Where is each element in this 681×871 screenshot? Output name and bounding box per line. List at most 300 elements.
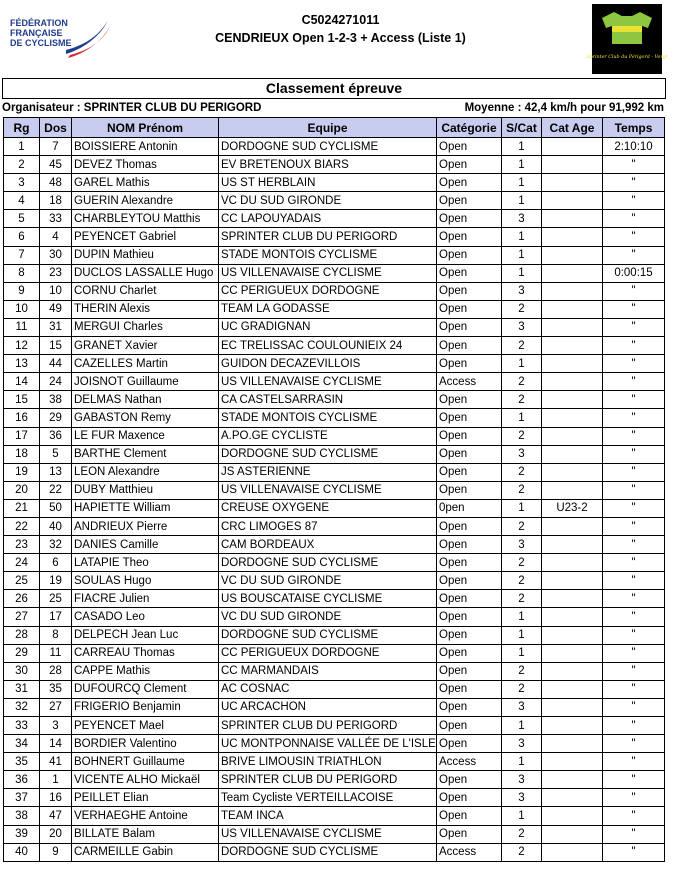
cell-age-category <box>542 228 603 246</box>
federation-logo-line1: FÉDÉRATION <box>10 18 68 28</box>
cell-team: CC LAPOUYADAIS <box>219 210 437 228</box>
cell-category: 0pen <box>437 499 502 517</box>
cell-team: US VILLENAVAISE CYCLISME <box>219 373 437 391</box>
cell-category: Open <box>437 264 502 282</box>
cell-subcategory: 2 <box>502 391 542 409</box>
cell-category: Open <box>437 282 502 300</box>
cell-subcategory: 3 <box>502 210 542 228</box>
cell-rider-name: CHARBLEYTOU Matthis <box>72 210 219 228</box>
cell-time: " <box>603 463 665 481</box>
cell-category: Open <box>437 698 502 716</box>
table-row <box>4 698 665 716</box>
table-row <box>4 771 665 789</box>
cell-team: UC GRADIGNAN <box>219 318 437 336</box>
federation-logo-line2: FRANÇAISE <box>10 28 63 38</box>
cell-bib: 38 <box>40 391 72 409</box>
table-row <box>4 536 665 554</box>
cell-age-category <box>542 210 603 228</box>
cell-age-category <box>542 843 603 861</box>
cell-bib: 44 <box>40 355 72 373</box>
cell-subcategory: 1 <box>502 608 542 626</box>
cell-subcategory: 2 <box>502 825 542 843</box>
cell-rank: 19 <box>4 463 40 481</box>
cell-age-category <box>542 156 603 174</box>
cell-team: STADE MONTOIS CYCLISME <box>219 409 437 427</box>
cell-rider-name: VERHAEGHE Antoine <box>72 807 219 825</box>
table-row <box>4 717 665 735</box>
cell-bib: 9 <box>40 843 72 861</box>
cell-age-category <box>542 626 603 644</box>
cell-subcategory: 1 <box>502 807 542 825</box>
cell-rank: 22 <box>4 517 40 535</box>
table-row <box>4 246 665 264</box>
cell-bib: 24 <box>40 373 72 391</box>
table-row <box>4 228 665 246</box>
table-row <box>4 626 665 644</box>
cell-rank: 28 <box>4 626 40 644</box>
cell-subcategory: 1 <box>502 156 542 174</box>
cell-subcategory: 1 <box>502 644 542 662</box>
cell-category: Open <box>437 662 502 680</box>
cell-subcategory: 2 <box>502 481 542 499</box>
cell-rank: 29 <box>4 644 40 662</box>
cell-bib: 28 <box>40 662 72 680</box>
col-time: Temps <box>603 118 665 138</box>
cell-rider-name: GAREL Mathis <box>72 174 219 192</box>
cell-rider-name: CAPPE Mathis <box>72 662 219 680</box>
cell-rank: 20 <box>4 481 40 499</box>
cell-bib: 29 <box>40 409 72 427</box>
cell-team: CA CASTELSARRASIN <box>219 391 437 409</box>
cell-bib: 22 <box>40 481 72 499</box>
cell-rank: 31 <box>4 680 40 698</box>
cell-bib: 11 <box>40 644 72 662</box>
col-bib: Dos <box>40 118 72 138</box>
cell-time: " <box>603 771 665 789</box>
cell-age-category <box>542 246 603 264</box>
cell-age-category <box>542 427 603 445</box>
cell-rank: 33 <box>4 717 40 735</box>
table-row <box>4 138 665 156</box>
cell-age-category <box>542 282 603 300</box>
cell-category: Open <box>437 608 502 626</box>
table-row <box>4 264 665 282</box>
cell-age-category: U23-2 <box>542 499 603 517</box>
cell-bib: 33 <box>40 210 72 228</box>
cell-rider-name: CASADO Leo <box>72 608 219 626</box>
cell-age-category <box>542 264 603 282</box>
cell-category: Open <box>437 427 502 445</box>
table-row <box>4 445 665 463</box>
cell-age-category <box>542 590 603 608</box>
cell-time: " <box>603 717 665 735</box>
cell-category: Access <box>437 753 502 771</box>
cell-team: EC TRELISSAC COULOUNIEIX 24 <box>219 337 437 355</box>
cell-rider-name: DELPECH Jean Luc <box>72 626 219 644</box>
cell-rider-name: GABASTON Remy <box>72 409 219 427</box>
cell-bib: 17 <box>40 608 72 626</box>
cell-age-category <box>542 662 603 680</box>
col-category: Catégorie <box>437 118 502 138</box>
results-body <box>4 138 665 862</box>
table-row <box>4 517 665 535</box>
cell-team: DORDOGNE SUD CYCLISME <box>219 843 437 861</box>
cell-time: " <box>603 228 665 246</box>
cell-bib: 18 <box>40 192 72 210</box>
cell-subcategory: 3 <box>502 735 542 753</box>
club-logo <box>586 4 668 74</box>
cell-rank: 40 <box>4 843 40 861</box>
cell-team: VC DU SUD GIRONDE <box>219 572 437 590</box>
cell-age-category <box>542 735 603 753</box>
cell-rank: 18 <box>4 445 40 463</box>
cell-category: Open <box>437 156 502 174</box>
cell-subcategory: 2 <box>502 843 542 861</box>
cell-category: Open <box>437 572 502 590</box>
table-row <box>4 807 665 825</box>
cell-bib: 48 <box>40 174 72 192</box>
cell-subcategory: 2 <box>502 463 542 481</box>
cell-rank: 32 <box>4 698 40 716</box>
cell-rank: 25 <box>4 572 40 590</box>
cell-subcategory: 3 <box>502 698 542 716</box>
cell-team: US VILLENAVAISE CYCLISME <box>219 264 437 282</box>
cell-subcategory: 1 <box>502 753 542 771</box>
event-code: C5024271011 <box>301 13 380 27</box>
cell-age-category <box>542 138 603 156</box>
table-row <box>4 192 665 210</box>
results-header-row <box>4 118 665 138</box>
cell-subcategory: 1 <box>502 138 542 156</box>
cell-rank: 26 <box>4 590 40 608</box>
cell-bib: 6 <box>40 554 72 572</box>
cell-category: Open <box>437 318 502 336</box>
club-logo-text: Sprinter Club du Périgord - Vergt <box>586 55 668 60</box>
cell-subcategory: 3 <box>502 536 542 554</box>
cell-rider-name: BOISSIERE Antonin <box>72 138 219 156</box>
cell-age-category <box>542 481 603 499</box>
cell-rank: 8 <box>4 264 40 282</box>
table-row <box>4 843 665 861</box>
cell-time: " <box>603 156 665 174</box>
cell-category: Open <box>437 174 502 192</box>
cell-subcategory: 1 <box>502 246 542 264</box>
cell-bib: 45 <box>40 156 72 174</box>
cell-bib: 4 <box>40 228 72 246</box>
cell-team: TEAM LA GODASSE <box>219 300 437 318</box>
cell-time: " <box>603 698 665 716</box>
cell-time: " <box>603 590 665 608</box>
cell-subcategory: 2 <box>502 572 542 590</box>
cell-time: " <box>603 210 665 228</box>
cell-time: " <box>603 246 665 264</box>
cell-subcategory: 1 <box>502 192 542 210</box>
cell-subcategory: 2 <box>502 590 542 608</box>
cell-age-category <box>542 391 603 409</box>
cell-bib: 10 <box>40 282 72 300</box>
cell-time: " <box>603 572 665 590</box>
cell-subcategory: 2 <box>502 300 542 318</box>
cell-category: Open <box>437 445 502 463</box>
cell-age-category <box>542 463 603 481</box>
table-row <box>4 825 665 843</box>
cell-subcategory: 1 <box>502 174 542 192</box>
cell-age-category <box>542 644 603 662</box>
cell-team: STADE MONTOIS CYCLISME <box>219 246 437 264</box>
cell-team: JS ASTERIENNE <box>219 463 437 481</box>
cell-time: " <box>603 409 665 427</box>
cell-age-category <box>542 174 603 192</box>
cell-rider-name: PEYENCET Mael <box>72 717 219 735</box>
table-row <box>4 644 665 662</box>
cell-bib: 3 <box>40 717 72 735</box>
table-row <box>4 174 665 192</box>
cell-time: " <box>603 626 665 644</box>
cell-time: " <box>603 391 665 409</box>
cell-bib: 1 <box>40 771 72 789</box>
col-name: NOM Prénom <box>72 118 219 138</box>
cell-bib: 30 <box>40 246 72 264</box>
table-row <box>4 608 665 626</box>
cell-category: Open <box>437 300 502 318</box>
cell-team: DORDOGNE SUD CYCLISME <box>219 138 437 156</box>
cell-category: Access <box>437 373 502 391</box>
cell-age-category <box>542 753 603 771</box>
cell-rider-name: BILLATE Balam <box>72 825 219 843</box>
cell-subcategory: 3 <box>502 282 542 300</box>
cell-rank: 2 <box>4 156 40 174</box>
cell-rider-name: MERGUI Charles <box>72 318 219 336</box>
cell-rider-name: GRANET Xavier <box>72 337 219 355</box>
cell-age-category <box>542 717 603 735</box>
cell-rider-name: LE FUR Maxence <box>72 427 219 445</box>
cell-category: Open <box>437 554 502 572</box>
cell-rider-name: CARREAU Thomas <box>72 644 219 662</box>
cell-rider-name: DUFOURCQ Clement <box>72 680 219 698</box>
cell-team: CC PERIGUEUX DORDOGNE <box>219 644 437 662</box>
table-row <box>4 427 665 445</box>
cell-rank: 17 <box>4 427 40 445</box>
cell-time: " <box>603 825 665 843</box>
table-row <box>4 662 665 680</box>
cell-team: US VILLENAVAISE CYCLISME <box>219 825 437 843</box>
cell-age-category <box>542 572 603 590</box>
cell-team: CAM BORDEAUX <box>219 536 437 554</box>
cell-team: SPRINTER CLUB DU PERIGORD <box>219 717 437 735</box>
cell-bib: 15 <box>40 337 72 355</box>
table-row <box>4 481 665 499</box>
col-age-category: Cat Age <box>542 118 603 138</box>
cell-rider-name: DELMAS Nathan <box>72 391 219 409</box>
cell-time: " <box>603 318 665 336</box>
cell-time: " <box>603 499 665 517</box>
cell-subcategory: 1 <box>502 626 542 644</box>
cell-time: " <box>603 843 665 861</box>
cell-rank: 11 <box>4 318 40 336</box>
cell-category: Open <box>437 644 502 662</box>
cell-category: Open <box>437 138 502 156</box>
cell-bib: 5 <box>40 445 72 463</box>
cell-rank: 13 <box>4 355 40 373</box>
cell-category: Open <box>437 337 502 355</box>
cell-subcategory: 3 <box>502 789 542 807</box>
cell-team: DORDOGNE SUD CYCLISME <box>219 554 437 572</box>
cell-subcategory: 1 <box>502 264 542 282</box>
cell-time: " <box>603 789 665 807</box>
cell-rank: 7 <box>4 246 40 264</box>
cell-age-category <box>542 807 603 825</box>
cell-rider-name: HAPIETTE William <box>72 499 219 517</box>
cell-team: EV BRETENOUX BIARS <box>219 156 437 174</box>
cell-time: " <box>603 481 665 499</box>
table-row <box>4 373 665 391</box>
cell-bib: 32 <box>40 536 72 554</box>
cell-team: US VILLENAVAISE CYCLISME <box>219 481 437 499</box>
cell-time: " <box>603 373 665 391</box>
cell-time: " <box>603 282 665 300</box>
cell-age-category <box>542 771 603 789</box>
cell-subcategory: 2 <box>502 680 542 698</box>
table-row <box>4 391 665 409</box>
cell-bib: 47 <box>40 807 72 825</box>
cell-time: " <box>603 753 665 771</box>
cell-rider-name: BARTHE Clement <box>72 445 219 463</box>
cell-subcategory: 1 <box>502 409 542 427</box>
cell-category: Open <box>437 789 502 807</box>
cell-rider-name: DANIES Camille <box>72 536 219 554</box>
cell-age-category <box>542 445 603 463</box>
info-line <box>2 100 666 116</box>
cell-rider-name: PEYENCET Gabriel <box>72 228 219 246</box>
table-row <box>4 499 665 517</box>
cell-team: Team Cycliste VERTEILLACOISE <box>219 789 437 807</box>
table-row <box>4 355 665 373</box>
table-row <box>4 300 665 318</box>
cell-rider-name: FRIGERIO Benjamin <box>72 698 219 716</box>
cell-category: Open <box>437 517 502 535</box>
table-row <box>4 735 665 753</box>
cell-team: SPRINTER CLUB DU PERIGORD <box>219 228 437 246</box>
cell-team: AC COSNAC <box>219 680 437 698</box>
cell-rider-name: ANDRIEUX Pierre <box>72 517 219 535</box>
cell-rank: 10 <box>4 300 40 318</box>
table-row <box>4 680 665 698</box>
cell-bib: 40 <box>40 517 72 535</box>
cell-bib: 20 <box>40 825 72 843</box>
cell-time: " <box>603 807 665 825</box>
table-row <box>4 463 665 481</box>
cell-subcategory: 2 <box>502 517 542 535</box>
cell-subcategory: 2 <box>502 662 542 680</box>
cell-bib: 16 <box>40 789 72 807</box>
cell-rank: 27 <box>4 608 40 626</box>
cell-rank: 30 <box>4 662 40 680</box>
organizer: Organisateur : SPRINTER CLUB DU PERIGORD <box>2 102 262 114</box>
cell-bib: 25 <box>40 590 72 608</box>
cell-age-category <box>542 698 603 716</box>
cell-time: " <box>603 174 665 192</box>
cell-time: " <box>603 680 665 698</box>
cell-age-category <box>542 789 603 807</box>
cell-team: BRIVE LIMOUSIN TRIATHLON <box>219 753 437 771</box>
cell-age-category <box>542 337 603 355</box>
cell-rider-name: GUERIN Alexandre <box>72 192 219 210</box>
cell-rider-name: DUCLOS LASSALLE Hugo <box>72 264 219 282</box>
cell-category: Open <box>437 825 502 843</box>
cell-bib: 41 <box>40 753 72 771</box>
cell-category: Open <box>437 409 502 427</box>
table-row <box>4 753 665 771</box>
cell-time: " <box>603 608 665 626</box>
results-table <box>3 117 665 862</box>
table-row <box>4 590 665 608</box>
cell-rank: 34 <box>4 735 40 753</box>
cell-subcategory: 1 <box>502 717 542 735</box>
cell-rider-name: JOISNOT Guillaume <box>72 373 219 391</box>
cell-category: Open <box>437 481 502 499</box>
cell-team: VC DU SUD GIRONDE <box>219 608 437 626</box>
cell-rider-name: BOHNERT Guillaume <box>72 753 219 771</box>
cell-rank: 4 <box>4 192 40 210</box>
cell-rider-name: FIACRE Julien <box>72 590 219 608</box>
cell-team: CREUSE OXYGENE <box>219 499 437 517</box>
cell-subcategory: 3 <box>502 771 542 789</box>
cell-team: DORDOGNE SUD CYCLISME <box>219 445 437 463</box>
table-row <box>4 210 665 228</box>
cell-category: Open <box>437 463 502 481</box>
cell-age-category <box>542 318 603 336</box>
table-row <box>4 156 665 174</box>
cell-team: US ST HERBLAIN <box>219 174 437 192</box>
cell-age-category <box>542 355 603 373</box>
cell-team: CC PERIGUEUX DORDOGNE <box>219 282 437 300</box>
cell-rider-name: DUBY Matthieu <box>72 481 219 499</box>
cell-age-category <box>542 192 603 210</box>
cell-category: Open <box>437 771 502 789</box>
cell-category: Open <box>437 735 502 753</box>
cell-rank: 35 <box>4 753 40 771</box>
table-row <box>4 337 665 355</box>
cell-rank: 1 <box>4 138 40 156</box>
cell-team: DORDOGNE SUD CYCLISME <box>219 626 437 644</box>
cell-team: A.PO.GE CYCLISTE <box>219 427 437 445</box>
cell-rank: 16 <box>4 409 40 427</box>
cell-category: Open <box>437 590 502 608</box>
cell-category: Open <box>437 807 502 825</box>
cell-age-category <box>542 554 603 572</box>
cell-age-category <box>542 536 603 554</box>
cell-bib: 35 <box>40 680 72 698</box>
cell-category: Access <box>437 843 502 861</box>
cell-category: Open <box>437 536 502 554</box>
cell-bib: 8 <box>40 626 72 644</box>
cell-category: Open <box>437 355 502 373</box>
cell-rider-name: VICENTE ALHO Mickaël <box>72 771 219 789</box>
cell-rank: 6 <box>4 228 40 246</box>
ranking-banner: Classement épreuve <box>2 78 666 99</box>
cell-rider-name: CAZELLES Martin <box>72 355 219 373</box>
cell-rank: 38 <box>4 807 40 825</box>
col-subcategory: S/Cat <box>502 118 542 138</box>
cell-category: Open <box>437 626 502 644</box>
cell-time: " <box>603 662 665 680</box>
cell-age-category <box>542 680 603 698</box>
cell-team: VC DU SUD GIRONDE <box>219 192 437 210</box>
cell-category: Open <box>437 680 502 698</box>
cell-time: " <box>603 536 665 554</box>
cell-bib: 27 <box>40 698 72 716</box>
average-speed: Moyenne : 42,4 km/h pour 91,992 km <box>464 102 664 114</box>
